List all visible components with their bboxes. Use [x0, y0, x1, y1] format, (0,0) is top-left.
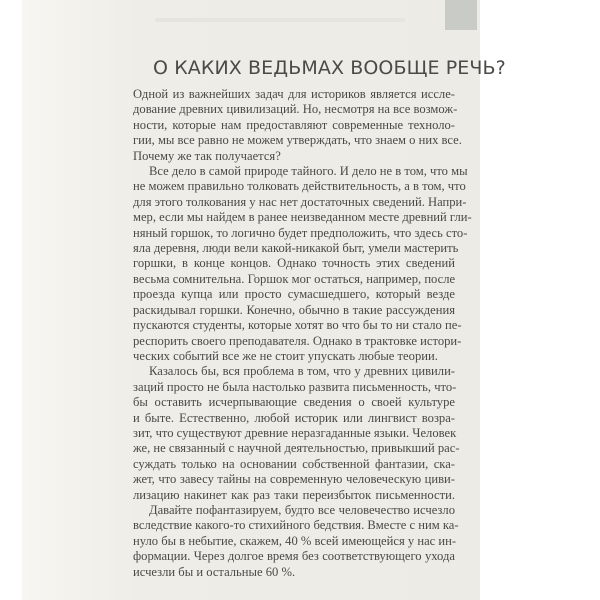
chapter-title: О КАКИХ ВЕДЬМАХ ВООБЩЕ РЕЧЬ?: [153, 57, 506, 79]
paragraph: [133, 502, 459, 580]
text-line: Все дело в самой природе тайного. И дело не в том, что мы: [149, 164, 468, 179]
text-line: зит, что существуют древние неразгаданные языки. Человек: [133, 425, 457, 440]
paragraph: [133, 87, 462, 164]
text-line: Казалось бы, вся проблема в том, что у древних цивили-: [149, 364, 455, 379]
body-text: [133, 87, 472, 580]
text-line: ческих событий все же не стоит упускать любые теории.: [133, 348, 438, 363]
text-line: Давайте пофантазируем, будто все человечество исчезло: [149, 502, 455, 517]
text-line: дование древних цивилизаций. Но, несмотря на все возмож-: [133, 102, 458, 117]
running-head: [155, 18, 405, 22]
text-line: раскидывал горшки. Конечно, обычно в такие рассуждения: [133, 302, 455, 317]
text-line: респорить своего преподавателя. Однако в трактовке истори-: [133, 333, 462, 348]
text-line: весьма сомнительна. Горшок мог остаться, например, после: [133, 271, 456, 286]
text-line: Почему же так получается?: [133, 148, 281, 163]
text-line: бы оставить исчерпывающие сведения о своей культуре: [133, 395, 455, 410]
page-edge-tab: [445, 0, 477, 30]
text-line: ности, которые нам предоставляют современные техноло-: [133, 117, 455, 132]
text-line: вследствие какого-то стихийного бедствия. Вместе с ним ка-: [133, 518, 459, 533]
text-line: для этого толкования у нас нет достаточных сведений. Напри-: [133, 194, 467, 209]
text-line: нуло бы в небытие, скажем, 40 % всей имеющейся у нас ин-: [133, 533, 457, 548]
text-line: гии, мы все равно не можем утверждать, что знаем о них все.: [133, 133, 462, 148]
text-line: и быте. Естественно, любой историк или лингвист возра-: [133, 410, 455, 425]
text-line: же, не связанный с научной деятельностью, привыкший рас-: [133, 441, 460, 456]
text-line: яла деревня, люди вели какой-никакой быт, умели мастерить: [133, 241, 459, 256]
text-line: мер, если мы найдем в ранее неизведанном месте древний гли-: [133, 210, 472, 225]
paragraph: [133, 164, 472, 364]
text-line: пускаются студенты, которые хотят во что бы то ни стало пе-: [133, 318, 462, 333]
text-line: заций просто не была настолько развита письменность, что-: [133, 379, 457, 394]
text-line: формации. Через долгое время без соответствующего ухода: [133, 549, 455, 564]
text-line: жет, что завесу тайны на современную человеческую циви-: [133, 472, 455, 487]
text-line: проезда купца или просто сумасшедшего, который везде: [133, 287, 455, 302]
text-line: лизацию накинет как раз таки переизбыток письменности.: [133, 487, 455, 502]
text-line: няный горшок, то логично будет предположить, что здесь сто-: [133, 225, 468, 240]
text-line: Одной из важнейших задач для историков является иссле-: [133, 87, 455, 101]
text-line: исчезли бы и остальные 60 %.: [133, 564, 296, 579]
text-line: горшки, в конце концов. Однако точность этих сведений: [133, 256, 455, 271]
paragraph: [133, 364, 460, 503]
text-line: суждать только на основании собственной фантазии, ска-: [133, 456, 455, 471]
text-line: не можем правильно толковать действительность, а в том, что: [133, 179, 466, 194]
